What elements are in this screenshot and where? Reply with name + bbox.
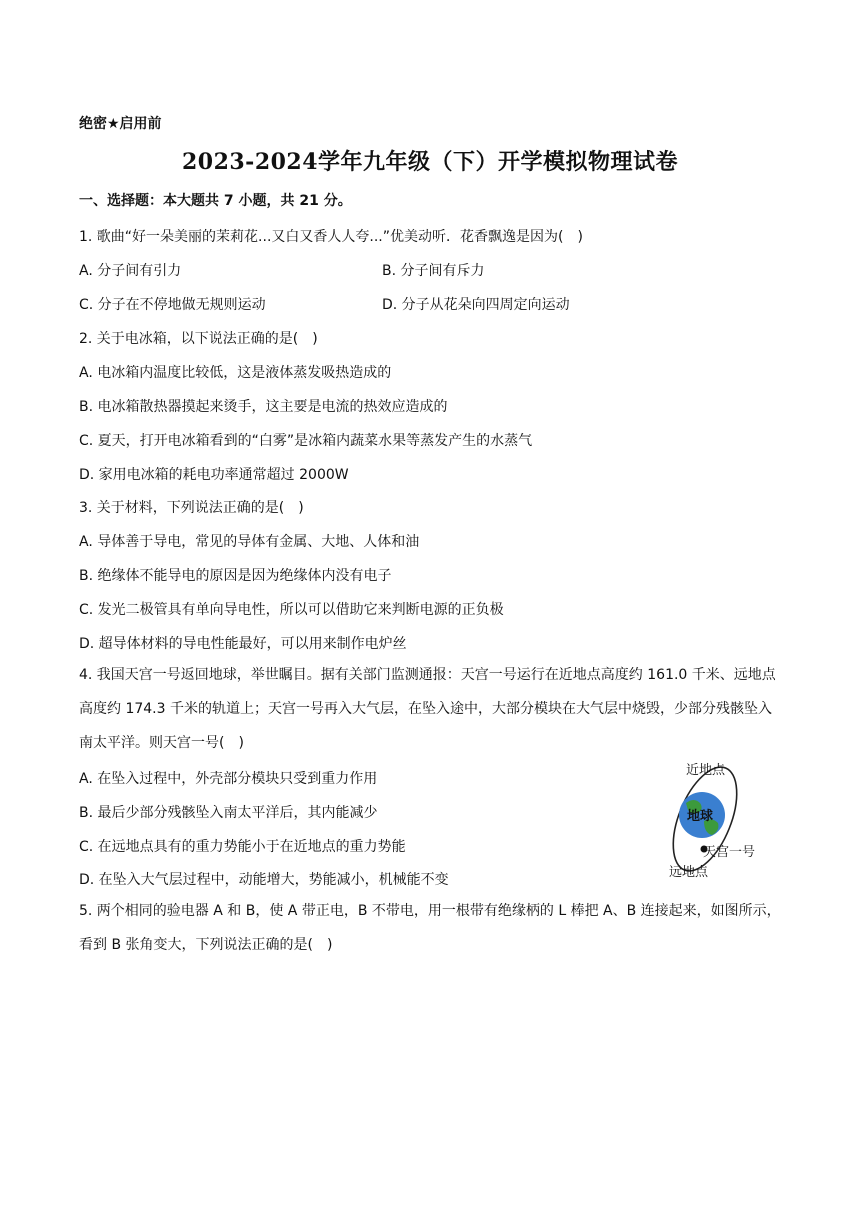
station-label: 天宫一号 bbox=[703, 845, 756, 860]
orbit-figure bbox=[660, 757, 772, 881]
question-3-option-a: A. 导体善于导电，常见的导体有金属、大地、人体和油 bbox=[79, 534, 420, 550]
question-2-option-a: A. 电冰箱内温度比较低，这是液体蒸发吸热造成的 bbox=[79, 365, 392, 381]
question-4-option-d: D. 在坠入大气层过程中，动能增大，势能减小，机械能不变 bbox=[79, 872, 449, 888]
question-1-option-c: C. 分子在不停地做无规则运动 bbox=[79, 297, 266, 313]
question-3-option-b: B. 绝缘体不能导电的原因是因为绝缘体内没有电子 bbox=[79, 568, 392, 584]
question-2-option-c: C. 夏天，打开电冰箱看到的“白雾”是冰箱内蔬菜水果等蒸发产生的水蒸气 bbox=[79, 433, 533, 449]
question-4-option-c: C. 在远地点具有的重力势能小于在近地点的重力势能 bbox=[79, 839, 406, 855]
apogee-label: 远地点 bbox=[669, 865, 709, 880]
confidential-label: 绝密★启用前 bbox=[79, 116, 162, 132]
page-title: 2023-2024学年九年级（下）开学模拟物理试卷 bbox=[181, 149, 679, 175]
question-2-option-d: D. 家用电冰箱的耗电功率通常超过 2000W bbox=[79, 467, 349, 483]
question-2-stem: 2. 关于电冰箱，以下说法正确的是( ) bbox=[79, 331, 318, 347]
question-4-option-b: B. 最后少部分残骸坠入南太平洋后，其内能减少 bbox=[79, 805, 378, 821]
section-heading: 一、选择题：本大题共 7 小题，共 21 分。 bbox=[79, 193, 352, 209]
question-3-stem: 3. 关于材料，下列说法正确的是( ) bbox=[79, 500, 304, 516]
question-4-stem: 4. 我国天宫一号返回地球，举世瞩目。据有关部门监测通报：天宫一号运行在近地点高度约 161.0 千米、远地点高度约 174.3 千米的轨道上；天宫一号再入大气层，在坠入途中，大部分模块在大气层中烧毁，少部分残骸坠入南太平洋。则天宫一号( ) bbox=[79, 667, 776, 751]
question-1-option-d: D. 分子从花朵向四周定向运动 bbox=[382, 297, 570, 313]
question-3-option-d: D. 超导体材料的导电性能最好，可以用来制作电炉丝 bbox=[79, 636, 407, 652]
question-1-option-b: B. 分子间有斥力 bbox=[382, 263, 485, 279]
question-2-option-b: B. 电冰箱散热器摸起来烫手，这主要是电流的热效应造成的 bbox=[79, 399, 448, 415]
question-5-stem: 5. 两个相同的验电器 A 和 B，使 A 带正电，B 不带电，用一根带有绝缘柄的 L 棒把 A、B 连接起来，如图所示，看到 B 张角变大，下列说法正确的是( ) bbox=[79, 903, 781, 953]
question-1-option-a: A. 分子间有引力 bbox=[79, 263, 182, 279]
earth-label: 地球 bbox=[687, 809, 714, 824]
perigee-label: 近地点 bbox=[686, 763, 726, 778]
question-4-option-a: A. 在坠入过程中，外壳部分模块只受到重力作用 bbox=[79, 771, 378, 787]
question-1-stem: 1. 歌曲“好一朵美丽的茉莉花...又白又香人人夸...”优美动听．花香飘逸是因为( ) bbox=[79, 229, 583, 245]
question-3-option-c: C. 发光二极管具有单向导电性，所以可以借助它来判断电源的正负极 bbox=[79, 602, 504, 618]
